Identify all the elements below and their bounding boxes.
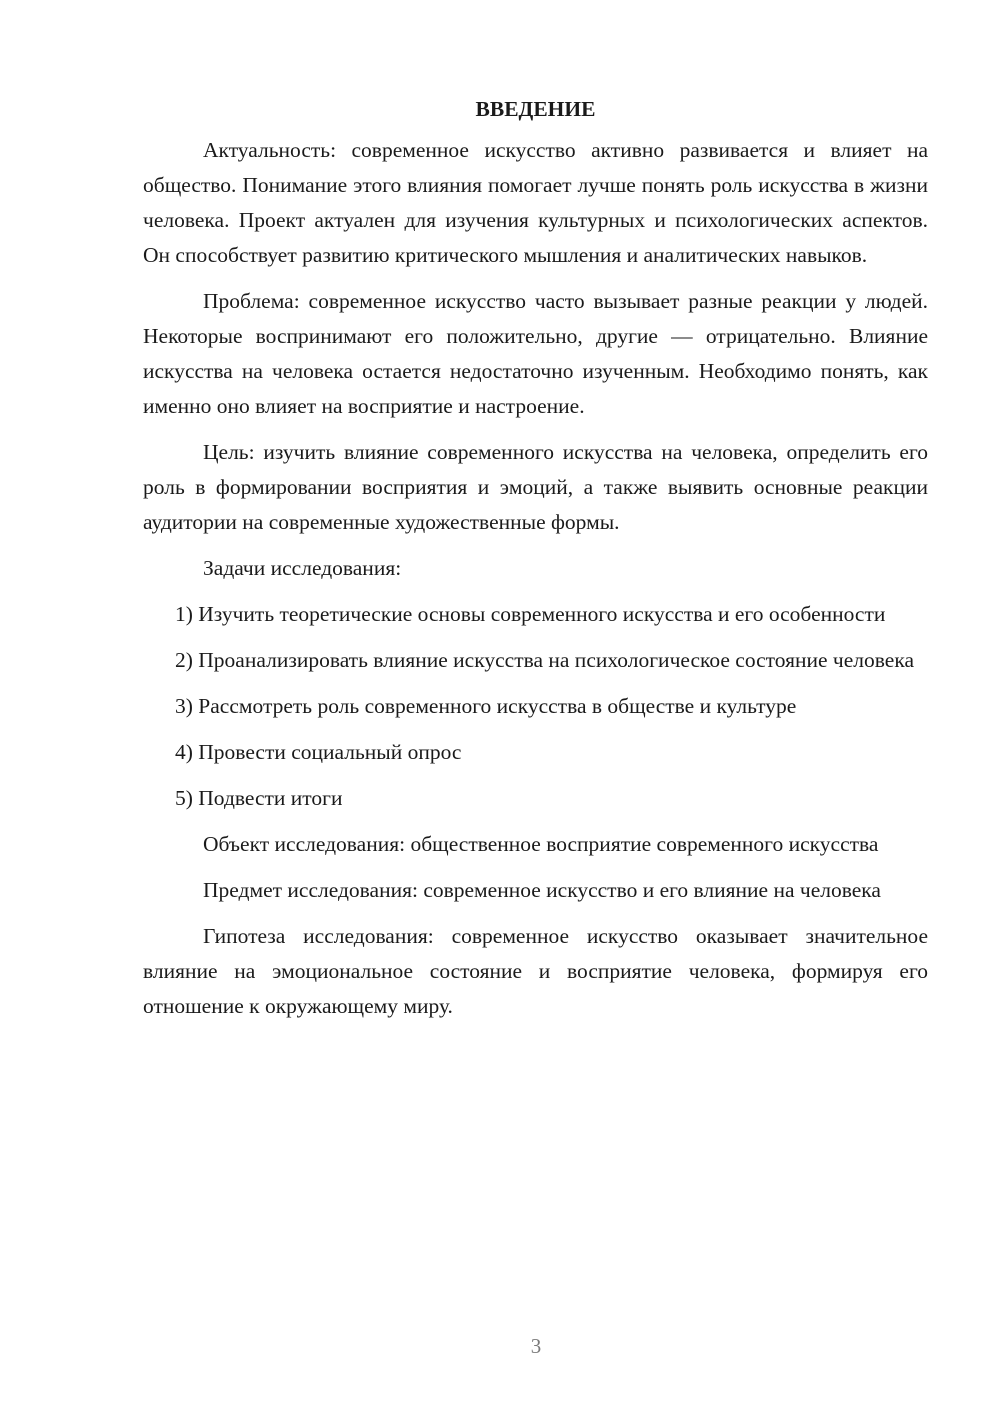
task-item-4: 4) Провести социальный опрос [175,740,462,764]
task-item-5: 5) Подвести итоги [175,786,343,810]
goal-paragraph: Цель: изучить влияние современного искусства на человека, определить его роль в формировании восприятия и эмоций, а также выявить основные реакции аудитории на современные художественные формы. [143,440,928,534]
object-paragraph: Объект исследования: общественное восприятие современного искусства [203,832,879,856]
task-item-1: 1) Изучить теоретические основы современного искусства и его особенности [175,602,886,626]
page-number: 3 [530,1334,542,1358]
hypothesis-paragraph: Гипотеза исследования: современное искусство оказывает значительное влияние на эмоциональное состояние и восприятие человека, формируя его отношение к окружающему миру. [143,924,928,1018]
section-title: ВВЕДЕНИЕ [475,97,596,121]
task-item-3: 3) Рассмотреть роль современного искусства в обществе и культуре [175,694,797,718]
relevance-paragraph: Актуальность: современное искусство активно развивается и влияет на общество. Понимание этого влияния помогает лучше понять роль искусства в жизни человека. Проект актуален для изучения культурных и психологических аспектов. Он способствует развитию критического мышления и аналитических навыков. [143,138,928,267]
tasks-heading: Задачи исследования: [203,556,402,580]
task-item-2: 2) Проанализировать влияние искусства на психологическое состояние человека [175,648,914,672]
document-page [143,92,928,1035]
subject-paragraph: Предмет исследования: современное искусство и его влияние на человека [203,878,881,902]
problem-paragraph: Проблема: современное искусство часто вызывает разные реакции у людей. Некоторые воспринимают его положительно, другие — отрицательно. Влияние искусства на человека остается недостаточно изученным. Необходимо понять, как именно оно влияет на восприятие и настроение. [143,289,928,418]
